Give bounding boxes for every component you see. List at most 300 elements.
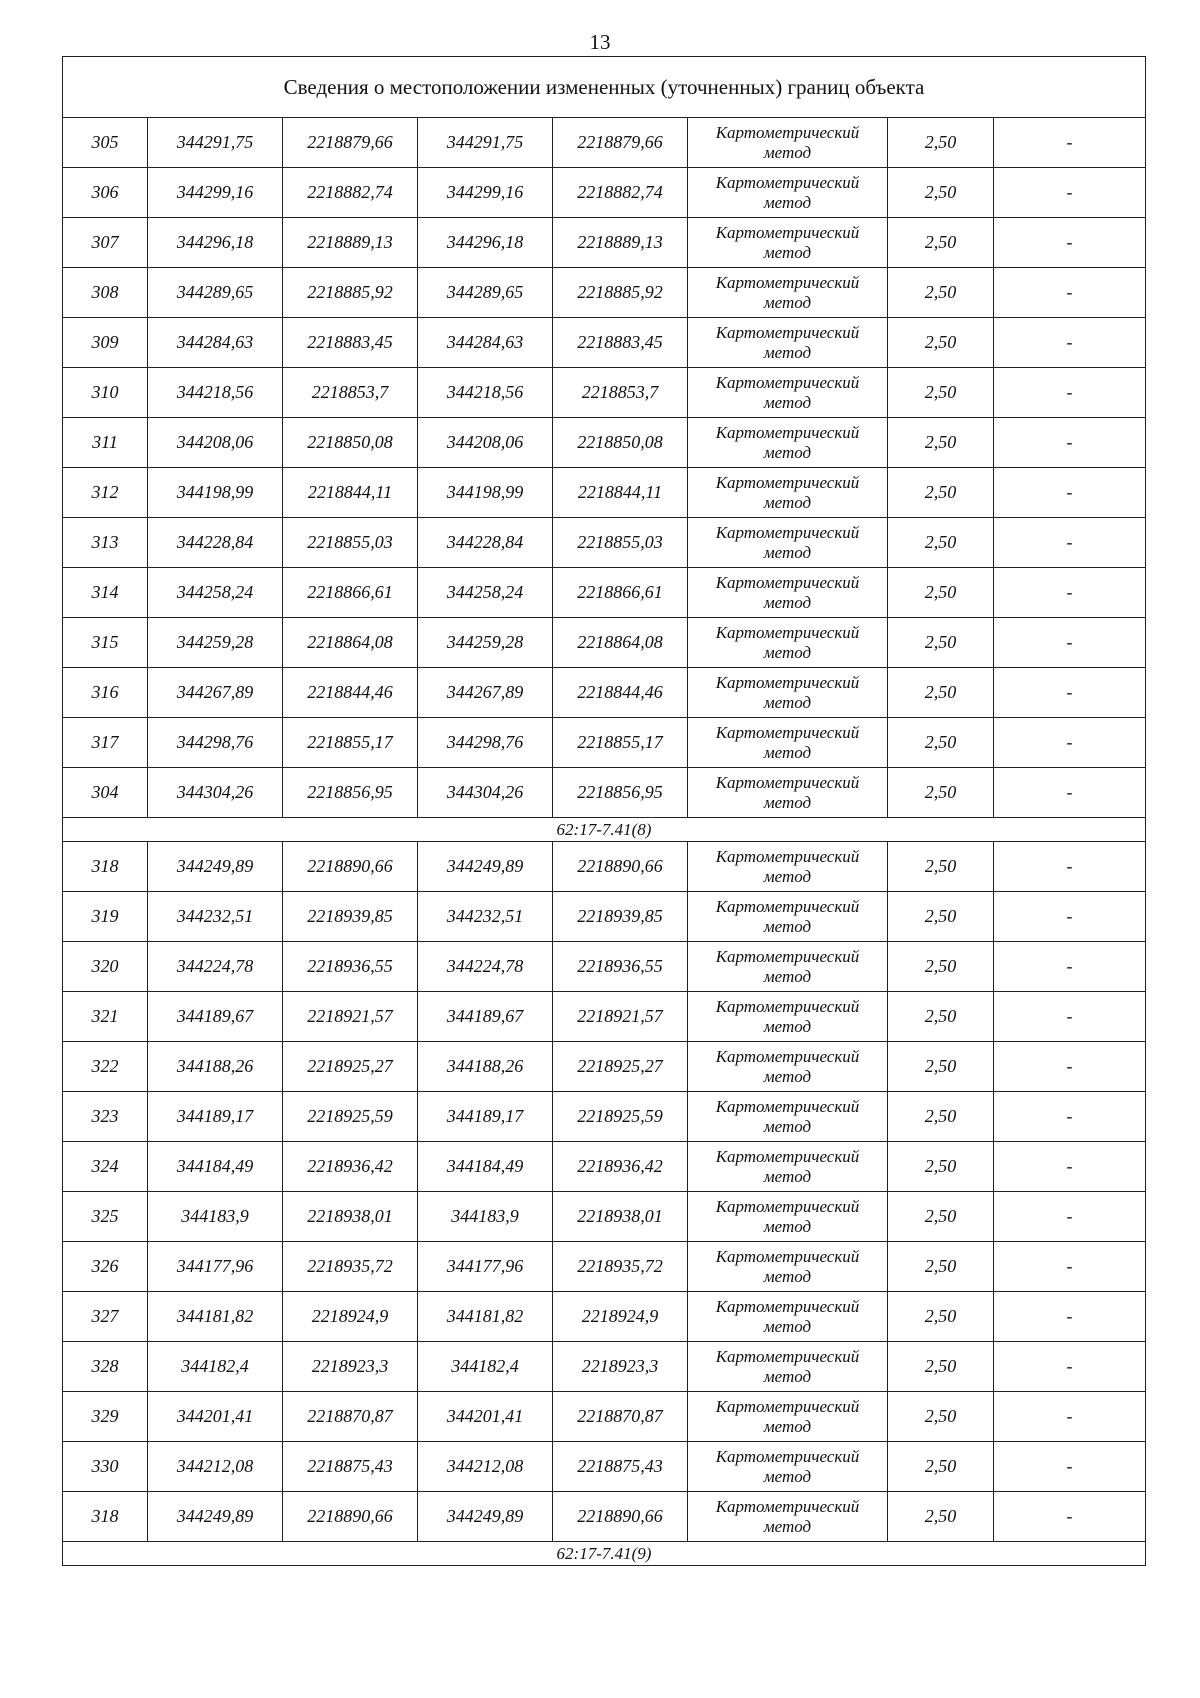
new-x-cell: 344208,06: [418, 418, 553, 468]
method-line-1: Картометрический: [715, 622, 860, 642]
table-row: [63, 1092, 1146, 1142]
new-y-cell: 2218864,08: [553, 618, 688, 668]
new-x-cell: 344259,28: [418, 618, 553, 668]
existing-x-cell: 344228,84: [148, 518, 283, 568]
existing-x-cell: 344284,63: [148, 318, 283, 368]
point-number-cell: 318: [63, 842, 148, 892]
point-number-cell: 322: [63, 1042, 148, 1092]
method-line-1: Картометрический: [715, 572, 860, 592]
method-line-1: Картометрический: [715, 1096, 860, 1116]
method-line-1: Картометрический: [715, 372, 860, 392]
new-x-cell: 344249,89: [418, 1492, 553, 1542]
method-cell: [688, 1492, 888, 1542]
new-y-cell: 2218925,59: [553, 1092, 688, 1142]
point-number-cell: 316: [63, 668, 148, 718]
method-cell: [688, 1092, 888, 1142]
existing-y-cell: 2218853,7: [283, 368, 418, 418]
method-line-1: Картометрический: [715, 946, 860, 966]
new-x-cell: 344284,63: [418, 318, 553, 368]
table-row: [63, 1442, 1146, 1492]
note-cell: -: [994, 418, 1146, 468]
method-line-1: Картометрический: [715, 1296, 860, 1316]
point-number-cell: 312: [63, 468, 148, 518]
method-line-2: метод: [763, 1116, 812, 1136]
new-y-cell: 2218924,9: [553, 1292, 688, 1342]
existing-x-cell: 344218,56: [148, 368, 283, 418]
existing-x-cell: 344177,96: [148, 1242, 283, 1292]
point-number-cell: 320: [63, 942, 148, 992]
new-x-cell: 344299,16: [418, 168, 553, 218]
table-row: [63, 518, 1146, 568]
table-row: [63, 1492, 1146, 1542]
accuracy-cell: 2,50: [888, 668, 994, 718]
existing-x-cell: 344296,18: [148, 218, 283, 268]
new-x-cell: 344289,65: [418, 268, 553, 318]
point-number-cell: 326: [63, 1242, 148, 1292]
table-header-row: [63, 57, 1146, 118]
note-cell: -: [994, 168, 1146, 218]
accuracy-cell: 2,50: [888, 1342, 994, 1392]
new-y-cell: 2218844,46: [553, 668, 688, 718]
parcel-number-label: 62:17-7.41(9): [63, 1542, 1146, 1566]
new-x-cell: 344182,4: [418, 1342, 553, 1392]
accuracy-cell: 2,50: [888, 1242, 994, 1292]
method-cell: [688, 1392, 888, 1442]
method-cell: [688, 168, 888, 218]
table-row: [63, 1142, 1146, 1192]
method-line-2: метод: [763, 1316, 812, 1336]
accuracy-cell: 2,50: [888, 842, 994, 892]
new-y-cell: 2218938,01: [553, 1192, 688, 1242]
existing-y-cell: 2218866,61: [283, 568, 418, 618]
method-line-2: метод: [763, 792, 812, 812]
method-line-1: Картометрический: [715, 322, 860, 342]
method-line-2: метод: [763, 1216, 812, 1236]
existing-y-cell: 2218855,03: [283, 518, 418, 568]
existing-y-cell: 2218936,42: [283, 1142, 418, 1192]
existing-x-cell: 344181,82: [148, 1292, 283, 1342]
method-cell: [688, 218, 888, 268]
method-line-1: Картометрический: [715, 272, 860, 292]
new-y-cell: 2218921,57: [553, 992, 688, 1042]
existing-y-cell: 2218923,3: [283, 1342, 418, 1392]
accuracy-cell: 2,50: [888, 218, 994, 268]
method-cell: [688, 1292, 888, 1342]
existing-x-cell: 344267,89: [148, 668, 283, 718]
accuracy-cell: 2,50: [888, 568, 994, 618]
note-cell: -: [994, 668, 1146, 718]
new-x-cell: 344249,89: [418, 842, 553, 892]
existing-x-cell: 344201,41: [148, 1392, 283, 1442]
method-cell: [688, 942, 888, 992]
existing-y-cell: 2218885,92: [283, 268, 418, 318]
method-line-1: Картометрический: [715, 172, 860, 192]
method-line-2: метод: [763, 742, 812, 762]
existing-y-cell: 2218864,08: [283, 618, 418, 668]
table-row: [63, 1192, 1146, 1242]
method-line-2: метод: [763, 642, 812, 662]
method-line-1: Картометрический: [715, 472, 860, 492]
method-line-2: метод: [763, 1016, 812, 1036]
table-row: [63, 268, 1146, 318]
accuracy-cell: 2,50: [888, 1192, 994, 1242]
new-x-cell: 344298,76: [418, 718, 553, 768]
method-line-2: метод: [763, 542, 812, 562]
method-line-1: Картометрический: [715, 996, 860, 1016]
note-cell: -: [994, 892, 1146, 942]
existing-y-cell: 2218889,13: [283, 218, 418, 268]
new-x-cell: 344177,96: [418, 1242, 553, 1292]
point-number-cell: 317: [63, 718, 148, 768]
accuracy-cell: 2,50: [888, 718, 994, 768]
note-cell: -: [994, 1442, 1146, 1492]
existing-x-cell: 344249,89: [148, 1492, 283, 1542]
existing-x-cell: 344184,49: [148, 1142, 283, 1192]
new-y-cell: 2218936,42: [553, 1142, 688, 1192]
method-cell: [688, 1242, 888, 1292]
note-cell: -: [994, 468, 1146, 518]
method-line-2: метод: [763, 866, 812, 886]
existing-y-cell: 2218925,27: [283, 1042, 418, 1092]
new-x-cell: 344258,24: [418, 568, 553, 618]
new-x-cell: 344198,99: [418, 468, 553, 518]
table-row: [63, 468, 1146, 518]
new-y-cell: 2218870,87: [553, 1392, 688, 1442]
method-cell: [688, 668, 888, 718]
method-line-1: Картометрический: [715, 1496, 860, 1516]
note-cell: -: [994, 1042, 1146, 1092]
method-line-1: Картометрический: [715, 522, 860, 542]
existing-x-cell: 344232,51: [148, 892, 283, 942]
existing-x-cell: 344188,26: [148, 1042, 283, 1092]
table-row: [63, 718, 1146, 768]
point-number-cell: 327: [63, 1292, 148, 1342]
method-cell: [688, 1142, 888, 1192]
point-number-cell: 329: [63, 1392, 148, 1442]
method-line-2: метод: [763, 292, 812, 312]
note-cell: -: [994, 718, 1146, 768]
point-number-cell: 307: [63, 218, 148, 268]
accuracy-cell: 2,50: [888, 1092, 994, 1142]
method-line-1: Картометрический: [715, 1196, 860, 1216]
table-row: [63, 368, 1146, 418]
new-x-cell: 344181,82: [418, 1292, 553, 1342]
note-cell: -: [994, 1292, 1146, 1342]
method-line-2: метод: [763, 916, 812, 936]
accuracy-cell: 2,50: [888, 1142, 994, 1192]
point-number-cell: 305: [63, 118, 148, 168]
page-number: 13: [589, 30, 611, 54]
new-y-cell: 2218889,13: [553, 218, 688, 268]
new-x-cell: 344224,78: [418, 942, 553, 992]
accuracy-cell: 2,50: [888, 1492, 994, 1542]
new-y-cell: 2218883,45: [553, 318, 688, 368]
point-number-cell: 306: [63, 168, 148, 218]
accuracy-cell: 2,50: [888, 518, 994, 568]
new-x-cell: 344189,17: [418, 1092, 553, 1142]
section-footer-row: [63, 1542, 1146, 1566]
method-cell: [688, 1442, 888, 1492]
existing-x-cell: 344299,16: [148, 168, 283, 218]
accuracy-cell: 2,50: [888, 1292, 994, 1342]
method-cell: [688, 318, 888, 368]
table-title: Сведения о местоположении измененных (уточненных) границ объекта: [63, 57, 1146, 118]
table-row: [63, 168, 1146, 218]
point-number-cell: 308: [63, 268, 148, 318]
existing-x-cell: 344304,26: [148, 768, 283, 818]
method-line-2: метод: [763, 1366, 812, 1386]
method-line-1: Картометрический: [715, 222, 860, 242]
method-line-2: метод: [763, 1066, 812, 1086]
note-cell: -: [994, 518, 1146, 568]
method-cell: [688, 1342, 888, 1392]
table-row: [63, 1342, 1146, 1392]
method-cell: [688, 118, 888, 168]
point-number-cell: 319: [63, 892, 148, 942]
method-line-2: метод: [763, 392, 812, 412]
table-row: [63, 892, 1146, 942]
existing-y-cell: 2218844,46: [283, 668, 418, 718]
method-line-1: Картометрический: [715, 1146, 860, 1166]
table-row: [63, 418, 1146, 468]
method-line-2: метод: [763, 966, 812, 986]
accuracy-cell: 2,50: [888, 468, 994, 518]
method-line-1: Картометрический: [715, 1046, 860, 1066]
new-y-cell: 2218890,66: [553, 1492, 688, 1542]
point-number-cell: 325: [63, 1192, 148, 1242]
new-x-cell: 344184,49: [418, 1142, 553, 1192]
table-row: [63, 668, 1146, 718]
new-y-cell: 2218923,3: [553, 1342, 688, 1392]
new-y-cell: 2218925,27: [553, 1042, 688, 1092]
new-y-cell: 2218850,08: [553, 418, 688, 468]
note-cell: -: [994, 1142, 1146, 1192]
new-y-cell: 2218855,03: [553, 518, 688, 568]
existing-x-cell: 344212,08: [148, 1442, 283, 1492]
new-y-cell: 2218890,66: [553, 842, 688, 892]
point-number-cell: 328: [63, 1342, 148, 1392]
table-row: [63, 1292, 1146, 1342]
method-cell: [688, 418, 888, 468]
existing-y-cell: 2218850,08: [283, 418, 418, 468]
accuracy-cell: 2,50: [888, 992, 994, 1042]
method-line-1: Картометрический: [715, 772, 860, 792]
table-row: [63, 318, 1146, 368]
accuracy-cell: 2,50: [888, 768, 994, 818]
point-number-cell: 321: [63, 992, 148, 1042]
existing-x-cell: 344249,89: [148, 842, 283, 892]
method-line-2: метод: [763, 1266, 812, 1286]
method-line-1: Картометрический: [715, 1446, 860, 1466]
existing-y-cell: 2218882,74: [283, 168, 418, 218]
existing-x-cell: 344224,78: [148, 942, 283, 992]
method-cell: [688, 618, 888, 668]
existing-y-cell: 2218890,66: [283, 842, 418, 892]
note-cell: -: [994, 1192, 1146, 1242]
existing-y-cell: 2218870,87: [283, 1392, 418, 1442]
method-line-1: Картометрический: [715, 1246, 860, 1266]
new-x-cell: 344232,51: [418, 892, 553, 942]
table-row: [63, 842, 1146, 892]
method-line-2: метод: [763, 492, 812, 512]
method-line-1: Картометрический: [715, 1396, 860, 1416]
point-number-cell: 309: [63, 318, 148, 368]
accuracy-cell: 2,50: [888, 418, 994, 468]
method-cell: [688, 1042, 888, 1092]
point-number-cell: 304: [63, 768, 148, 818]
existing-x-cell: 344198,99: [148, 468, 283, 518]
method-line-2: метод: [763, 1516, 812, 1536]
accuracy-cell: 2,50: [888, 168, 994, 218]
new-x-cell: 344291,75: [418, 118, 553, 168]
note-cell: -: [994, 218, 1146, 268]
existing-x-cell: 344182,4: [148, 1342, 283, 1392]
new-x-cell: 344189,67: [418, 992, 553, 1042]
existing-y-cell: 2218875,43: [283, 1442, 418, 1492]
method-line-2: метод: [763, 1166, 812, 1186]
method-line-1: Картометрический: [715, 1346, 860, 1366]
method-line-2: метод: [763, 192, 812, 212]
point-number-cell: 315: [63, 618, 148, 668]
table-row: [63, 1042, 1146, 1092]
table-row: [63, 568, 1146, 618]
accuracy-cell: 2,50: [888, 942, 994, 992]
table-row: [63, 992, 1146, 1042]
new-x-cell: 344201,41: [418, 1392, 553, 1442]
existing-y-cell: 2218925,59: [283, 1092, 418, 1142]
table-row: [63, 942, 1146, 992]
existing-y-cell: 2218844,11: [283, 468, 418, 518]
new-y-cell: 2218855,17: [553, 718, 688, 768]
existing-x-cell: 344298,76: [148, 718, 283, 768]
table-row: [63, 218, 1146, 268]
note-cell: -: [994, 1242, 1146, 1292]
new-y-cell: 2218853,7: [553, 368, 688, 418]
method-line-2: метод: [763, 1416, 812, 1436]
method-line-2: метод: [763, 692, 812, 712]
existing-x-cell: 344289,65: [148, 268, 283, 318]
new-x-cell: 344228,84: [418, 518, 553, 568]
new-y-cell: 2218844,11: [553, 468, 688, 518]
method-cell: [688, 768, 888, 818]
new-y-cell: 2218936,55: [553, 942, 688, 992]
note-cell: -: [994, 768, 1146, 818]
existing-x-cell: 344291,75: [148, 118, 283, 168]
existing-y-cell: 2218883,45: [283, 318, 418, 368]
accuracy-cell: 2,50: [888, 618, 994, 668]
existing-y-cell: 2218938,01: [283, 1192, 418, 1242]
method-line-2: метод: [763, 142, 812, 162]
point-number-cell: 311: [63, 418, 148, 468]
new-y-cell: 2218856,95: [553, 768, 688, 818]
existing-x-cell: 344183,9: [148, 1192, 283, 1242]
new-x-cell: 344188,26: [418, 1042, 553, 1092]
existing-y-cell: 2218924,9: [283, 1292, 418, 1342]
note-cell: -: [994, 1492, 1146, 1542]
accuracy-cell: 2,50: [888, 368, 994, 418]
new-y-cell: 2218882,74: [553, 168, 688, 218]
existing-x-cell: 344259,28: [148, 618, 283, 668]
section-footer-row: [63, 818, 1146, 842]
new-y-cell: 2218939,85: [553, 892, 688, 942]
new-x-cell: 344304,26: [418, 768, 553, 818]
table-row: [63, 118, 1146, 168]
existing-y-cell: 2218890,66: [283, 1492, 418, 1542]
note-cell: -: [994, 268, 1146, 318]
accuracy-cell: 2,50: [888, 268, 994, 318]
point-number-cell: 318: [63, 1492, 148, 1542]
note-cell: -: [994, 942, 1146, 992]
note-cell: -: [994, 618, 1146, 668]
existing-y-cell: 2218921,57: [283, 992, 418, 1042]
method-cell: [688, 268, 888, 318]
new-y-cell: 2218879,66: [553, 118, 688, 168]
new-x-cell: 344212,08: [418, 1442, 553, 1492]
new-x-cell: 344218,56: [418, 368, 553, 418]
point-number-cell: 314: [63, 568, 148, 618]
method-line-2: метод: [763, 1466, 812, 1486]
note-cell: -: [994, 992, 1146, 1042]
accuracy-cell: 2,50: [888, 1392, 994, 1442]
accuracy-cell: 2,50: [888, 1442, 994, 1492]
method-cell: [688, 892, 888, 942]
new-x-cell: 344267,89: [418, 668, 553, 718]
method-line-1: Картометрический: [715, 722, 860, 742]
existing-x-cell: 344258,24: [148, 568, 283, 618]
accuracy-cell: 2,50: [888, 1042, 994, 1092]
accuracy-cell: 2,50: [888, 318, 994, 368]
method-cell: [688, 718, 888, 768]
method-line-2: метод: [763, 442, 812, 462]
method-cell: [688, 468, 888, 518]
table-row: [63, 1392, 1146, 1442]
new-y-cell: 2218935,72: [553, 1242, 688, 1292]
point-number-cell: 330: [63, 1442, 148, 1492]
note-cell: -: [994, 1342, 1146, 1392]
method-cell: [688, 568, 888, 618]
point-number-cell: 310: [63, 368, 148, 418]
point-number-cell: 323: [63, 1092, 148, 1142]
method-line-2: метод: [763, 592, 812, 612]
existing-y-cell: 2218939,85: [283, 892, 418, 942]
note-cell: -: [994, 1092, 1146, 1142]
new-x-cell: 344183,9: [418, 1192, 553, 1242]
table-row: [63, 768, 1146, 818]
existing-x-cell: 344189,67: [148, 992, 283, 1042]
method-cell: [688, 1192, 888, 1242]
method-line-2: метод: [763, 242, 812, 262]
method-line-1: Картометрический: [715, 122, 860, 142]
note-cell: -: [994, 1392, 1146, 1442]
new-y-cell: 2218875,43: [553, 1442, 688, 1492]
method-cell: [688, 842, 888, 892]
method-cell: [688, 368, 888, 418]
new-y-cell: 2218885,92: [553, 268, 688, 318]
method-line-1: Картометрический: [715, 846, 860, 866]
existing-y-cell: 2218855,17: [283, 718, 418, 768]
method-line-1: Картометрический: [715, 422, 860, 442]
method-line-1: Картометрический: [715, 672, 860, 692]
existing-y-cell: 2218856,95: [283, 768, 418, 818]
note-cell: -: [994, 568, 1146, 618]
method-cell: [688, 518, 888, 568]
new-y-cell: 2218866,61: [553, 568, 688, 618]
existing-y-cell: 2218936,55: [283, 942, 418, 992]
existing-y-cell: 2218935,72: [283, 1242, 418, 1292]
boundary-coordinates-table: [62, 56, 1146, 1566]
method-cell: [688, 992, 888, 1042]
point-number-cell: 313: [63, 518, 148, 568]
